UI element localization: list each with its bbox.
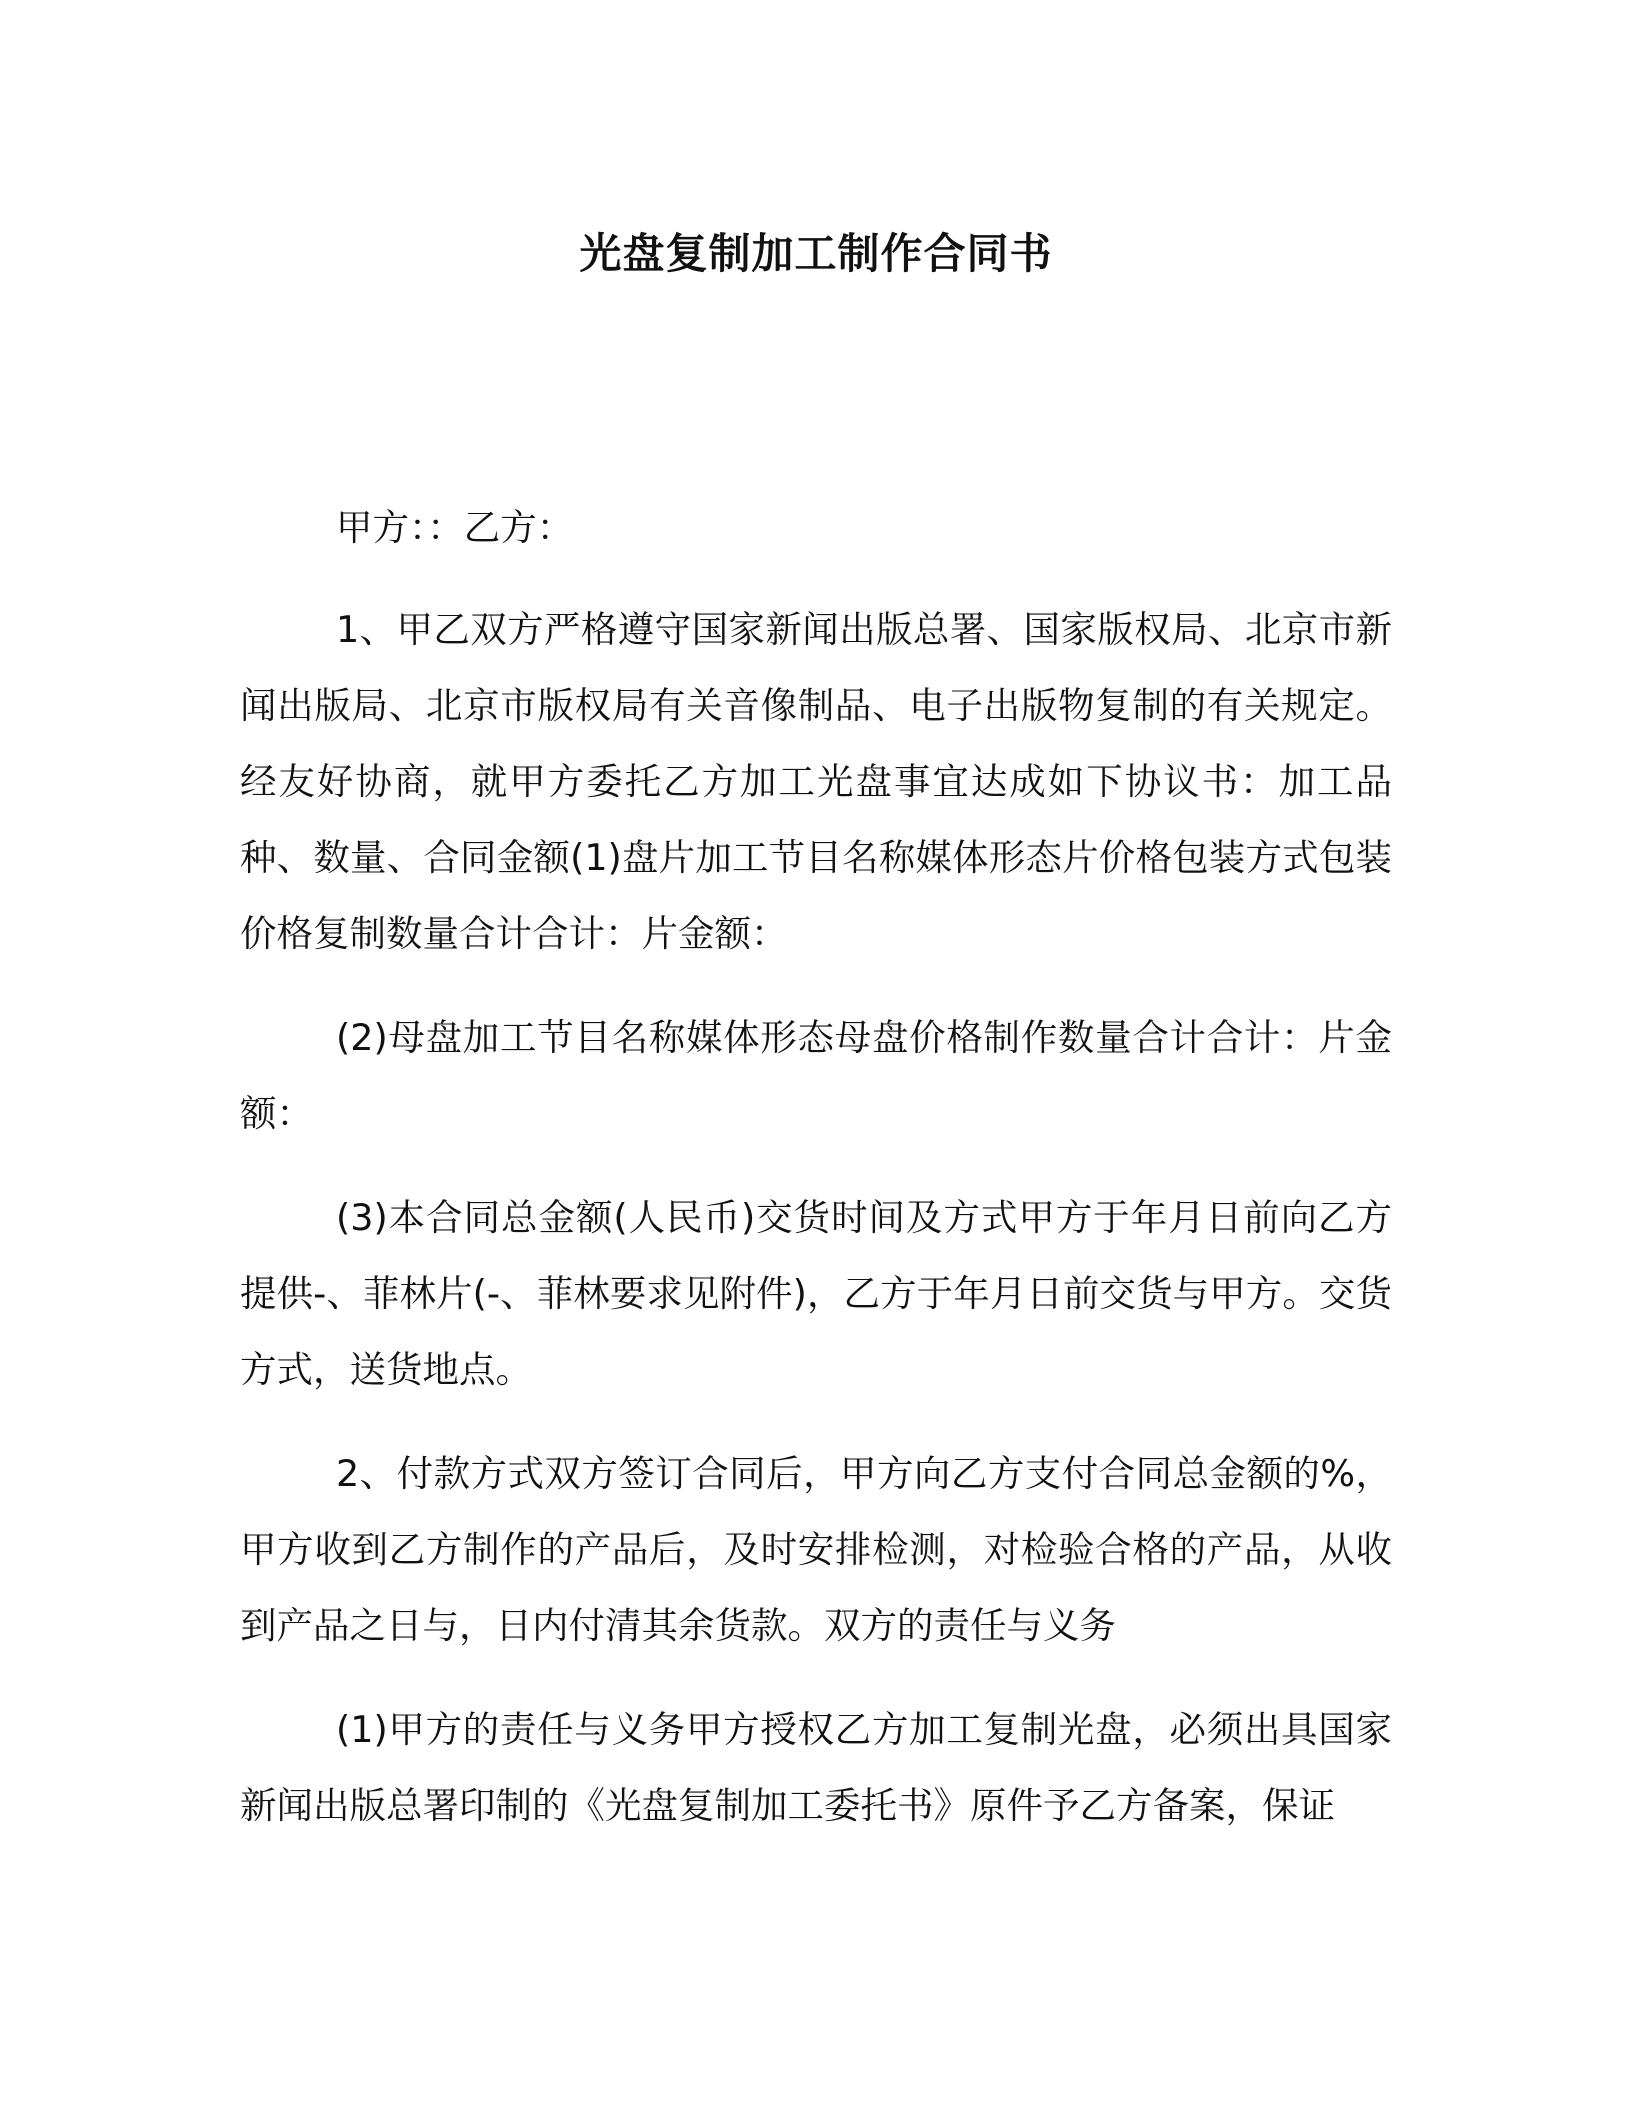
clause-1-item-2-paragraph: (2)母盘加工节目名称媒体形态母盘价格制作数量合计合计：片金额： [240, 1016, 1392, 1135]
parties-line: 甲方：：乙方： [336, 506, 574, 549]
clause-1-item-3-paragraph: (3)本合同总金额(人民币)交货时间及方式甲方于年月日前向乙方提供-、菲林片(-、菲林要求见附件)，乙方于年月日前交货与甲方。交货方式，送货地点。 [240, 1196, 1392, 1391]
clause-2-paragraph: 2、付款方式双方签订合同后，甲方向乙方支付合同总金额的%，甲方收到乙方制作的产品后，及时安排检测，对检验合格的产品，从收到产品之日与，日内付清其余货款。双方的责任与义务 [240, 1452, 1392, 1647]
document-title: 光盘复制加工制作合同书 [579, 229, 1053, 278]
clause-2-item-1-paragraph: (1)甲方的责任与义务甲方授权乙方加工复制光盘，必须出具国家新闻出版总署印制的《光盘复制加工委托书》原件予乙方备案，保证 [240, 1708, 1392, 1827]
document-body [240, 490, 1392, 1870]
clause-1-paragraph: 1、甲乙双方严格遵守国家新闻出版总署、国家版权局、北京市新闻出版局、北京市版权局有关音像制品、电子出版物复制的有关规定。经友好协商，就甲方委托乙方加工光盘事宜达成如下协议书：加工品种、数量、合同金额(1)盘片加工节目名称媒体形态片价格包装方式包装价格复制数量合计合计：片金额： [240, 608, 1392, 955]
